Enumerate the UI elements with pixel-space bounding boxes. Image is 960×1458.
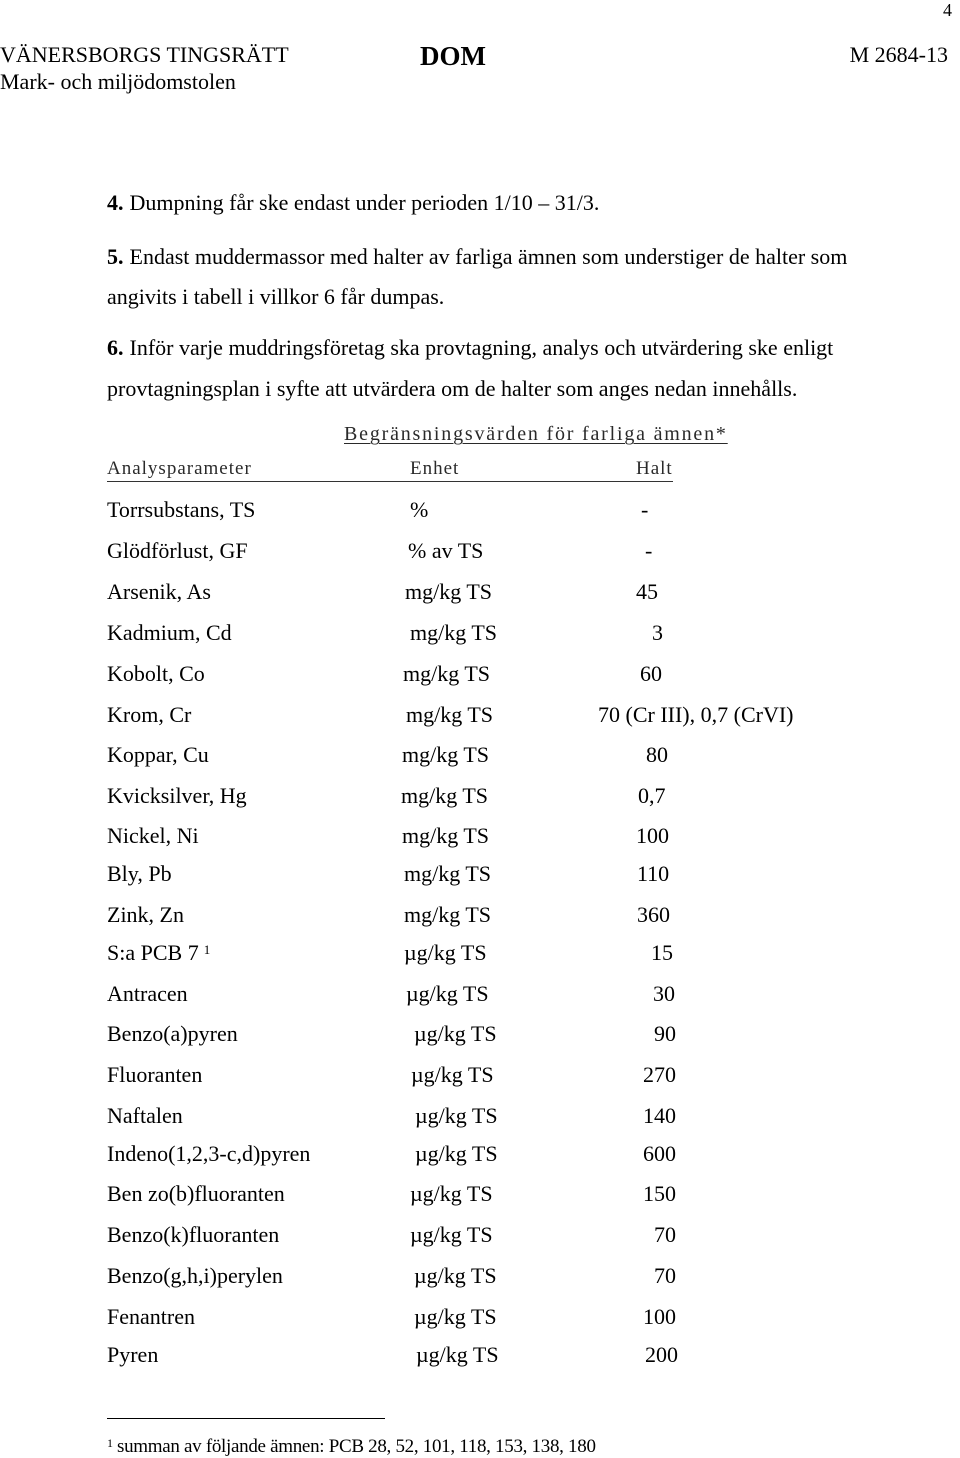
unit-cell: % bbox=[410, 497, 429, 522]
parameter-name: Glödförlust, GF bbox=[107, 538, 248, 563]
parameter-cell bbox=[107, 1222, 279, 1248]
parameter-name: Nickel, Ni bbox=[107, 823, 199, 848]
condition-6 bbox=[107, 335, 833, 361]
unit-cell: µg/kg TS bbox=[415, 1103, 498, 1128]
parameter-name: Arsenik, As bbox=[107, 579, 211, 604]
unit-cell: mg/kg TS bbox=[410, 620, 498, 645]
parameter-cell bbox=[107, 1304, 195, 1330]
parameter-name: Ben zo(b)fluoranten bbox=[107, 1181, 285, 1206]
parameter-name: Torrsubstans, TS bbox=[107, 497, 256, 522]
table-row bbox=[0, 538, 960, 564]
table-row bbox=[0, 620, 960, 646]
condition-5 bbox=[107, 244, 847, 270]
table-row bbox=[0, 823, 960, 849]
value-cell: 140 bbox=[643, 1103, 676, 1128]
unit-cell: µg/kg TS bbox=[414, 1263, 497, 1288]
footnote-ref: 1 bbox=[203, 942, 211, 957]
parameter-name: S:a PCB 7 bbox=[107, 940, 199, 965]
header-underline bbox=[107, 481, 673, 482]
value-cell: 0,7 bbox=[638, 783, 666, 808]
value-cell: 70 bbox=[654, 1263, 676, 1288]
value-cell: 70 bbox=[654, 1222, 676, 1247]
value-cell: 100 bbox=[636, 823, 669, 848]
parameter-name: Benzo(k)fluoranten bbox=[107, 1222, 280, 1247]
parameter-cell bbox=[107, 742, 209, 768]
table-row bbox=[0, 1342, 960, 1368]
table-row bbox=[0, 940, 960, 966]
table-row bbox=[0, 497, 960, 523]
value-cell: 100 bbox=[643, 1304, 676, 1329]
parameter-name: Fenantren bbox=[107, 1304, 195, 1329]
parameter-cell bbox=[107, 783, 247, 809]
unit-cell: µg/kg TS bbox=[411, 1062, 494, 1087]
value-cell: - bbox=[645, 538, 653, 563]
case-number: M 2684-13 bbox=[849, 42, 948, 67]
value-cell: 200 bbox=[645, 1342, 678, 1367]
footnote-marker: 1 bbox=[107, 1436, 113, 1450]
unit-cell: µg/kg TS bbox=[404, 940, 487, 965]
parameter-cell bbox=[107, 1141, 310, 1167]
unit-cell: mg/kg TS bbox=[402, 742, 490, 767]
value-cell: 90 bbox=[654, 1021, 676, 1046]
parameter-name: Kvicksilver, Hg bbox=[107, 783, 247, 808]
parameter-name: Fluoranten bbox=[107, 1062, 203, 1087]
value-cell: - bbox=[641, 497, 649, 522]
footnote bbox=[107, 1436, 596, 1458]
unit-cell: µg/kg TS bbox=[410, 1181, 493, 1206]
table-row bbox=[0, 1062, 960, 1088]
unit-cell: % av TS bbox=[408, 538, 484, 563]
parameter-cell bbox=[107, 538, 248, 564]
value-cell: 150 bbox=[643, 1181, 676, 1206]
parameter-name: Pyren bbox=[107, 1342, 159, 1367]
unit-cell: µg/kg TS bbox=[410, 1222, 493, 1247]
unit-cell: mg/kg TS bbox=[406, 702, 494, 727]
condition-6-continuation: provtagningsplan i syfte att utvärdera om de halter som anges nedan innehålls. bbox=[107, 376, 798, 401]
column-header-value: Halt bbox=[636, 458, 673, 479]
value-cell: 600 bbox=[643, 1141, 676, 1166]
condition-text: Endast muddermassor med halter av farliga ämnen som understiger de halter som bbox=[129, 244, 848, 269]
table-row bbox=[0, 1263, 960, 1289]
table-row bbox=[0, 1304, 960, 1330]
parameter-cell bbox=[107, 1021, 238, 1047]
parameter-cell bbox=[107, 497, 255, 523]
unit-cell: µg/kg TS bbox=[416, 1342, 499, 1367]
parameter-cell bbox=[107, 1342, 158, 1368]
table-title: Begränsningsvärden för farliga ämnen* bbox=[344, 423, 728, 445]
condition-number: 6. bbox=[107, 335, 124, 360]
footnote-text: summan av följande ämnen: PCB 28, 52, 101, 118, 153, 138, 180 bbox=[117, 1436, 596, 1457]
parameter-name: Kadmium, Cd bbox=[107, 620, 232, 645]
value-cell: 15 bbox=[651, 940, 673, 965]
parameter-name: Indeno(1,2,3-c,d)pyren bbox=[107, 1141, 311, 1166]
document-type: DOM bbox=[420, 41, 486, 71]
unit-cell: mg/kg TS bbox=[401, 783, 489, 808]
parameter-cell bbox=[107, 1062, 202, 1088]
table-row bbox=[0, 902, 960, 928]
parameter-name: Antracen bbox=[107, 981, 188, 1006]
parameter-cell bbox=[107, 620, 232, 646]
page-number: 4 bbox=[943, 0, 952, 20]
unit-cell: µg/kg TS bbox=[414, 1021, 497, 1046]
unit-cell: mg/kg TS bbox=[405, 579, 493, 604]
footnote-separator bbox=[107, 1418, 385, 1419]
parameter-cell bbox=[107, 861, 172, 887]
condition-text: Dumpning får ske endast under perioden 1/10 – 31/3. bbox=[129, 190, 600, 215]
table-row bbox=[0, 861, 960, 887]
parameter-name: Zink, Zn bbox=[107, 902, 184, 927]
parameter-name: Bly, Pb bbox=[107, 861, 172, 886]
condition-text: Inför varje muddringsföretag ska provtagning, analys och utvärdering ske enligt bbox=[129, 335, 834, 360]
unit-cell: µg/kg TS bbox=[415, 1141, 498, 1166]
value-cell: 60 bbox=[640, 661, 662, 686]
table-row bbox=[0, 1141, 960, 1167]
parameter-name: Benzo(a)pyren bbox=[107, 1021, 238, 1046]
unit-cell: mg/kg TS bbox=[404, 861, 492, 886]
value-cell: 270 bbox=[643, 1062, 676, 1087]
parameter-name: Koppar, Cu bbox=[107, 742, 209, 767]
table-row bbox=[0, 981, 960, 1007]
condition-number: 5. bbox=[107, 244, 124, 269]
parameter-cell bbox=[107, 823, 199, 849]
condition-4 bbox=[107, 190, 599, 216]
unit-cell: mg/kg TS bbox=[402, 823, 490, 848]
value-cell: 3 bbox=[652, 620, 663, 645]
table-row bbox=[0, 742, 960, 768]
unit-cell: µg/kg TS bbox=[414, 1304, 497, 1329]
table-row bbox=[0, 1181, 960, 1207]
parameter-cell bbox=[107, 1181, 285, 1207]
parameter-cell bbox=[107, 981, 188, 1007]
table-row bbox=[0, 1222, 960, 1248]
column-header-unit: Enhet bbox=[410, 458, 460, 479]
unit-cell: µg/kg TS bbox=[406, 981, 489, 1006]
parameter-cell bbox=[107, 702, 191, 728]
parameter-name: Naftalen bbox=[107, 1103, 183, 1128]
value-cell: 45 bbox=[636, 579, 658, 604]
value-cell: 110 bbox=[637, 861, 670, 886]
parameter-name: Krom, Cr bbox=[107, 702, 192, 727]
court-name: VÄNERSBORGS TINGSRÄTT bbox=[0, 42, 289, 67]
parameter-cell bbox=[107, 1103, 183, 1129]
table-row bbox=[0, 1103, 960, 1129]
table-row bbox=[0, 702, 960, 728]
condition-number: 4. bbox=[107, 190, 124, 215]
unit-cell: mg/kg TS bbox=[404, 902, 492, 927]
value-cell: 70 (Cr III), 0,7 (CrVI) bbox=[598, 702, 794, 727]
condition-5-continuation: angivits i tabell i villkor 6 får dumpas. bbox=[107, 284, 445, 309]
parameter-cell bbox=[107, 579, 211, 605]
value-cell: 360 bbox=[637, 902, 670, 927]
parameter-name: Benzo(g,h,i)perylen bbox=[107, 1263, 283, 1288]
parameter-cell bbox=[107, 940, 210, 966]
department-name: Mark- och miljödomstolen bbox=[0, 69, 236, 94]
parameter-cell bbox=[107, 1263, 283, 1289]
value-cell: 30 bbox=[653, 981, 675, 1006]
parameter-name: Kobolt, Co bbox=[107, 661, 205, 686]
parameter-cell bbox=[107, 661, 205, 687]
table-row bbox=[0, 783, 960, 809]
table-row bbox=[0, 1021, 960, 1047]
column-header-parameter: Analysparameter bbox=[107, 458, 252, 479]
parameter-cell bbox=[107, 902, 184, 928]
table-row bbox=[0, 579, 960, 605]
table-row bbox=[0, 661, 960, 687]
value-cell: 80 bbox=[646, 742, 668, 767]
unit-cell: mg/kg TS bbox=[403, 661, 491, 686]
